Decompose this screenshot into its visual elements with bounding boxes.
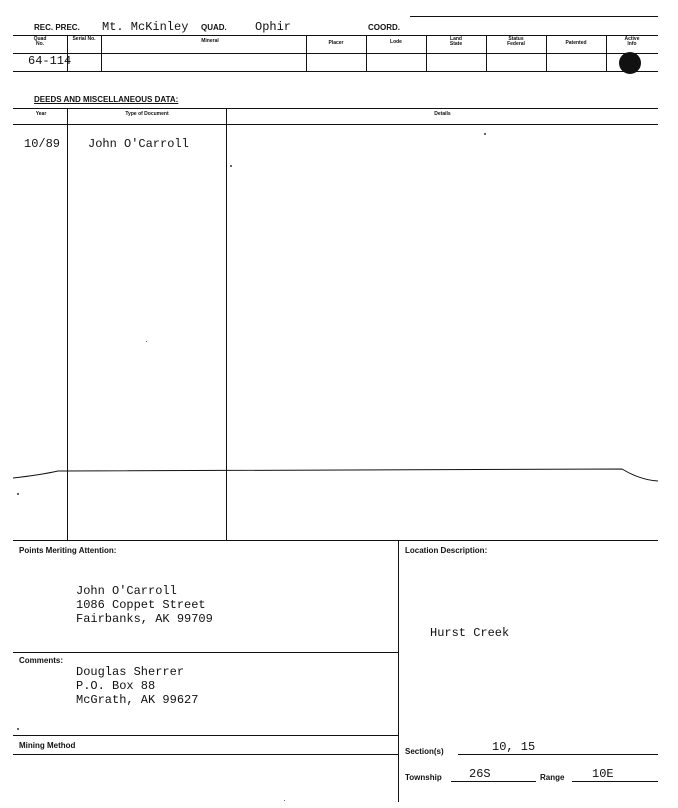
lower-divider	[398, 540, 399, 802]
township-underline	[451, 781, 536, 782]
grid-col-sep	[366, 35, 367, 71]
deeds-bottom-rule	[13, 540, 658, 541]
grid-rule-1	[13, 35, 658, 36]
comments-line: P.O. Box 88	[76, 679, 156, 693]
range-underline	[572, 781, 658, 782]
deeds-title: DEEDS AND MISCELLANEOUS DATA:	[34, 95, 179, 104]
sections-label: Section(s)	[405, 747, 444, 756]
col-land-state: Land State	[449, 36, 463, 47]
col-lode: Lode	[390, 39, 402, 45]
deed-year: 10/89	[24, 137, 61, 151]
grid-rule-3	[13, 71, 658, 72]
sections-underline	[458, 754, 658, 755]
col-status-federal: Status Federal	[507, 36, 525, 47]
mining-top-rule	[13, 735, 398, 736]
quad-value: Ophir	[255, 20, 292, 34]
mining-label: Mining Method	[19, 741, 76, 750]
points-line: Fairbanks, AK 99709	[76, 612, 213, 626]
deeds-header-bottom-rule	[13, 124, 658, 125]
grid-col-sep	[486, 35, 487, 71]
col-type: Type of Document	[125, 111, 169, 117]
grid-rule-2	[13, 53, 658, 54]
grid-col-sep	[606, 35, 607, 71]
location-value: Hurst Creek	[430, 626, 510, 640]
mining-bottom-rule	[13, 754, 398, 755]
grid-col-sep	[546, 35, 547, 71]
grid-col-sep	[426, 35, 427, 71]
sections-value: 10, 15	[492, 740, 536, 754]
deeds-header-top-rule	[13, 108, 658, 109]
range-label: Range	[540, 773, 565, 782]
grid-col-sep	[101, 35, 102, 71]
quad-no-value: 64-114	[28, 54, 72, 68]
range-value: 10E	[592, 767, 614, 781]
rec-prec-label: REC. PREC.	[34, 23, 80, 32]
scan-speck	[17, 728, 19, 730]
coord-label: COORD.	[368, 23, 400, 32]
deed-type: John O'Carroll	[88, 137, 189, 151]
township-label: Township	[405, 773, 442, 782]
col-serial-no: Serial No.	[72, 36, 96, 42]
scan-speck	[230, 165, 232, 167]
points-address	[76, 584, 213, 626]
rec-prec-value: Mt. McKinley	[102, 20, 189, 34]
col-active-info: Active Info	[624, 36, 640, 47]
scan-speck	[146, 341, 147, 342]
fold-line	[0, 462, 678, 486]
col-quad-no: Quad No.	[33, 36, 47, 47]
comments-line: Douglas Sherrer	[76, 665, 185, 679]
comments-line: McGrath, AK 99627	[76, 693, 199, 707]
comments-label: Comments:	[19, 656, 64, 665]
comments-rule	[13, 652, 398, 653]
col-details: Details	[434, 111, 451, 117]
points-line: 1086 Coppet Street	[76, 598, 206, 612]
col-placer: Placer	[328, 40, 344, 46]
col-year: Year	[35, 111, 47, 117]
township-value: 26S	[469, 767, 491, 781]
col-mineral: Mineral	[201, 38, 219, 44]
grid-col-sep	[306, 35, 307, 71]
comments-address	[76, 665, 198, 707]
scan-speck	[17, 493, 19, 495]
header-top-rule	[410, 16, 658, 17]
points-label: Points Meriting Attention:	[19, 546, 117, 555]
scan-speck	[284, 800, 285, 801]
location-label: Location Description:	[405, 546, 488, 555]
points-line: John O'Carroll	[76, 584, 177, 598]
quad-label: QUAD.	[201, 23, 227, 32]
col-patented: Patented	[565, 40, 587, 46]
scan-speck	[484, 133, 486, 135]
active-dot	[619, 52, 641, 74]
